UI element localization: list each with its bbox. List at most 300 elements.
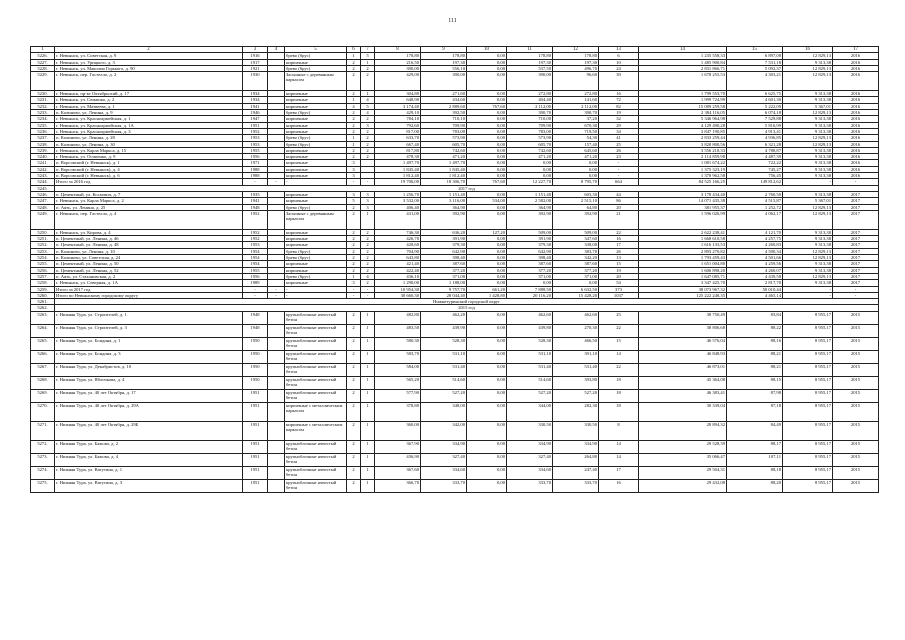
table-cell: 584,00 xyxy=(375,363,421,376)
table-cell: п. Аять, ул. Стахановская, д. 2 xyxy=(55,273,243,279)
table-cell: п. Калиново, ул. Ленина, д. 9 xyxy=(55,110,243,116)
table-cell: 2016 xyxy=(833,53,879,59)
table-cell: 14 071 435,38 xyxy=(639,198,727,204)
table-cell: 86 xyxy=(599,198,639,204)
table-cell: 2 xyxy=(347,466,361,479)
table-cell: 642,90 xyxy=(507,248,553,254)
table-cell: - xyxy=(243,286,268,292)
table-cell: - xyxy=(361,292,375,298)
table-cell: г. Нижняя Тура, ул. Бондина, д. 1 xyxy=(55,337,243,350)
table-cell: 22 xyxy=(599,229,639,235)
table-cell: 0,00 xyxy=(467,141,507,147)
table-cell: - xyxy=(285,286,347,292)
table-cell: 704,90 xyxy=(375,248,421,254)
table-cell: 391,10 xyxy=(553,350,599,363)
table-cell: кирпичные xyxy=(285,59,347,65)
table-cell: г. Нижняя Тура, ул. Яблочкова, д. 4 xyxy=(55,376,243,389)
table-cell: 0,00 xyxy=(553,173,599,179)
table-cell: кирпичные xyxy=(285,229,347,235)
table-cell: 745,27 xyxy=(727,166,783,172)
table-cell: 5 367,01 xyxy=(783,103,833,109)
table-cell: 767,60 xyxy=(467,103,507,109)
table-cell: 5 xyxy=(347,198,361,204)
table-cell: 2016 xyxy=(833,122,879,128)
table-cell: 2017 xyxy=(833,242,879,248)
table-cell: 509,00 xyxy=(507,229,553,235)
table-cell: 0,00 xyxy=(467,135,507,141)
table-cell: кирпичные xyxy=(285,116,347,122)
table-cell: брево (брус) xyxy=(285,135,347,141)
column-number: 5 xyxy=(285,47,347,53)
table-cell: кирпичные xyxy=(285,122,347,128)
table-cell: 141,60 xyxy=(553,97,599,103)
table-cell: 371,00 xyxy=(553,273,599,279)
table-row xyxy=(31,210,879,229)
table-cell: 5243. xyxy=(31,173,55,179)
table-cell: 398,40 xyxy=(507,255,553,261)
table-cell: 8 955,17 xyxy=(783,311,833,324)
table-cell: 0,00 xyxy=(467,147,507,153)
table-cell: 527,20 xyxy=(553,389,599,402)
table-cell: 1934 xyxy=(243,91,268,97)
column-number: 6 xyxy=(347,47,361,53)
table-cell: 0,00 xyxy=(467,261,507,267)
table-cell: 64,80 xyxy=(553,204,599,210)
table-cell: 1 606 898,20 xyxy=(639,267,727,273)
table-cell: 88,21 xyxy=(727,363,783,376)
table-cell: 5265. xyxy=(31,337,55,350)
table-cell: 2016 xyxy=(833,103,879,109)
table-cell: 2 893 270,82 xyxy=(639,248,727,254)
table-cell: 7 888,50 xyxy=(507,286,553,292)
table-cell: 633,70 xyxy=(375,135,421,141)
table-cell: 1956 xyxy=(243,273,268,279)
table-cell: 83,84 xyxy=(727,311,783,324)
table-cell: 32 xyxy=(599,116,639,122)
table-cell: 28 044,40 xyxy=(421,292,467,298)
table-cell: 2 xyxy=(347,147,361,153)
table-cell: 514,60 xyxy=(421,376,467,389)
table-cell: 38 750,49 xyxy=(639,311,727,324)
table-cell: 0,00 xyxy=(467,311,507,324)
table-cell: 19 706,00 xyxy=(375,179,421,185)
table-cell: кирпичные xyxy=(285,147,347,153)
table-row xyxy=(31,72,879,91)
table-cell: 605,70 xyxy=(507,141,553,147)
table-cell: 88,20 xyxy=(727,479,783,492)
table-cell: 428,60 xyxy=(375,242,421,248)
table-cell: 12 829,13 xyxy=(783,210,833,229)
table-cell: 5252. xyxy=(31,242,55,248)
table-cell: 390,70 xyxy=(553,110,599,116)
table-cell: 5253. xyxy=(31,248,55,254)
table-cell: 18 xyxy=(599,389,639,402)
table-cell: 282,30 xyxy=(553,402,599,421)
table-cell: 2 xyxy=(347,363,361,376)
table-cell: 0,00 xyxy=(467,53,507,59)
table-cell: 9 313,38 xyxy=(783,229,833,235)
table-cell: г. Нижняя Тура, ул. 40 лет Октября, д. 29А xyxy=(55,402,243,421)
table-cell: 333,70 xyxy=(553,479,599,492)
table-cell: 2017 xyxy=(833,255,879,261)
table-cell: - xyxy=(347,286,361,292)
table-cell: 0,00 xyxy=(467,166,507,172)
table-cell: 9 313,38 xyxy=(783,59,833,65)
table-cell: 1 845,40 xyxy=(421,166,467,172)
table-cell: 5238. xyxy=(31,141,55,147)
table-cell: 2016 xyxy=(833,116,879,122)
table-cell: 7 531,18 xyxy=(727,59,783,65)
table-cell: г. Нижняя Тура, ул. Строителей, д. 1 xyxy=(55,311,243,324)
table-cell: 14 xyxy=(599,453,639,466)
table-cell: 1950 xyxy=(243,376,268,389)
table-cell: 197,30 xyxy=(553,59,599,65)
table-cell: 5 346 964,98 xyxy=(639,116,727,122)
table-cell: 709,90 xyxy=(421,122,467,128)
table-cell: 5270. xyxy=(31,402,55,421)
table-cell: 20 116,20 xyxy=(507,292,553,298)
table-cell: 746,30 xyxy=(375,229,421,235)
table-cell: 8 955,17 xyxy=(783,389,833,402)
table-cell: 1 xyxy=(361,59,375,65)
table-cell: кирпичные xyxy=(285,154,347,160)
table-cell: 0,00 xyxy=(467,236,507,242)
table-cell: 381 955,37 xyxy=(639,204,727,210)
table-cell: 8 795,70 xyxy=(553,179,599,185)
table-cell: 742,60 xyxy=(507,147,553,153)
table-cell: 5271. xyxy=(31,421,55,440)
table-cell: 383,70 xyxy=(553,248,599,254)
table-cell: 1 370 962,58 xyxy=(639,173,727,179)
column-number: 3 xyxy=(243,47,268,53)
row-number: 5261. xyxy=(31,299,55,305)
table-row xyxy=(31,363,879,376)
table-cell: 2016 xyxy=(833,110,879,116)
table-cell: 603,30 xyxy=(553,191,599,197)
table-cell: 10 xyxy=(599,59,639,65)
table-cell: 333,70 xyxy=(507,479,553,492)
table-cell: 1 485 900,84 xyxy=(639,59,727,65)
table-cell: 334,90 xyxy=(553,440,599,453)
table-cell: Засыпные с деревянным каркасом xyxy=(285,72,347,91)
table-cell: 2 xyxy=(347,350,361,363)
table-cell xyxy=(268,479,285,492)
table-cell: 482,80 xyxy=(375,311,421,324)
table-cell: 439,90 xyxy=(421,324,467,337)
table-cell: 817,80 xyxy=(375,147,421,153)
table-cell: 1955 xyxy=(243,267,268,273)
table-cell: 3 xyxy=(347,166,361,172)
table-cell: 2 xyxy=(347,376,361,389)
table-cell: 371,00 xyxy=(507,273,553,279)
table-cell: 7 529,88 xyxy=(727,116,783,122)
table-cell: крупноблочные ячеистый бетон xyxy=(285,376,347,389)
table-cell: 327,40 xyxy=(507,453,553,466)
table-cell: 12 829,13 xyxy=(783,255,833,261)
table-cell: 2 xyxy=(361,229,375,235)
table-cell: 8 955,17 xyxy=(783,363,833,376)
table-cell xyxy=(268,210,285,229)
table-cell: брево (брус) xyxy=(285,204,347,210)
table-cell: 2017 xyxy=(833,210,879,229)
table-cell: 5269. xyxy=(31,389,55,402)
table-cell: 2015 xyxy=(833,421,879,440)
table-cell: 1 xyxy=(361,311,375,324)
table-cell: 54,30 xyxy=(553,135,599,141)
table-cell xyxy=(268,389,285,402)
table-cell: 4 487,39 xyxy=(727,154,783,160)
table-cell: 2 xyxy=(347,154,361,160)
table-cell: 392,90 xyxy=(507,210,553,229)
table-cell: - xyxy=(783,179,833,185)
table-cell: - xyxy=(243,179,268,185)
table-cell: 26 xyxy=(599,248,639,254)
table-cell: 2 xyxy=(347,255,361,261)
table-cell: г. Невьянск, ул. Красноармейская, д. 3 xyxy=(55,128,243,134)
table-cell: 4 515,87 xyxy=(727,198,783,204)
table-cell: 334,60 xyxy=(421,466,467,479)
table-cell: 3 828 800,56 xyxy=(639,141,727,147)
table-cell: 82 xyxy=(599,103,639,109)
table-cell: 5257. xyxy=(31,273,55,279)
table-cell: 3 847 190,85 xyxy=(639,128,727,134)
table-cell: 393,80 xyxy=(553,376,599,389)
table-cell: 1 xyxy=(361,91,375,97)
table-cell: 3 116,00 xyxy=(421,198,467,204)
column-number: 9 xyxy=(421,47,467,53)
table-cell: 3 556 218,33 xyxy=(639,147,727,153)
table-cell: 364,90 xyxy=(507,204,553,210)
table-cell: 643,80 xyxy=(375,255,421,261)
table-cell: 9 313,38 xyxy=(783,173,833,179)
table-cell: 556,10 xyxy=(421,65,467,71)
table-cell: 54 xyxy=(599,280,639,286)
table-cell: 387,60 xyxy=(553,261,599,267)
table-cell: 88,22 xyxy=(727,324,783,337)
table-cell: 1 252,72 xyxy=(727,204,783,210)
table-cell: 767,60 xyxy=(467,179,507,185)
table-cell: 5274. xyxy=(31,466,55,479)
table-cell: 1951 xyxy=(243,402,268,421)
table-cell: 577,90 xyxy=(375,389,421,402)
table-cell: брево (брус) xyxy=(285,65,347,71)
table-cell: 1 647 085,71 xyxy=(639,273,727,279)
table-cell: - xyxy=(833,292,879,298)
table-cell: 1 256,70 xyxy=(375,191,421,197)
table-cell: 25 xyxy=(599,311,639,324)
table-cell: г. Невьянск, ул. Красноармейская, д. 1 xyxy=(55,116,243,122)
table-cell: 2016 xyxy=(833,147,879,153)
table-cell: 12 829,13 xyxy=(783,273,833,279)
table-cell: 471,20 xyxy=(553,154,599,160)
table-cell: 2015 xyxy=(833,479,879,492)
table-cell: 20 xyxy=(599,273,639,279)
table-cell: 2 xyxy=(361,280,375,286)
table-cell: 2016 xyxy=(833,154,879,160)
table-cell: 421,40 xyxy=(375,261,421,267)
table-cell: 15 xyxy=(599,261,639,267)
table-cell: 19 xyxy=(599,110,639,116)
table-cell: 9 313,38 xyxy=(783,116,833,122)
table-cell: 4 121,70 xyxy=(727,229,783,235)
column-number: 7 xyxy=(361,47,375,53)
table-cell: крупноблочные ячеистый бетон xyxy=(285,440,347,453)
table-cell: - xyxy=(361,179,375,185)
table-cell: 1 xyxy=(361,421,375,440)
table-cell: 1948 xyxy=(243,204,268,210)
table-cell: 1 812,40 xyxy=(375,173,421,179)
table-cell: 2017 xyxy=(833,229,879,235)
table-cell: 0,00 xyxy=(467,453,507,466)
table-cell: 5226. xyxy=(31,53,55,59)
column-number: 13 xyxy=(599,47,639,53)
table-cell: 5227. xyxy=(31,59,55,65)
table-cell: 783,00 xyxy=(507,128,553,134)
table-cell: 2 xyxy=(347,236,361,242)
table-cell: крупноблочные ячеистый бетон xyxy=(285,466,347,479)
table-cell: 2 xyxy=(361,255,375,261)
table-cell: 2 622 238,41 xyxy=(639,229,727,235)
table-cell: 1 668 610,58 xyxy=(639,236,727,242)
table-cell: г. Невьянск, ул. Осипенко, д. 9 xyxy=(55,154,243,160)
column-number: 16 xyxy=(783,47,833,53)
table-cell: 1950 xyxy=(243,337,268,350)
table-cell: 96,60 xyxy=(553,72,599,91)
table-cell: 390,00 xyxy=(375,65,421,71)
table-cell: 710,00 xyxy=(507,116,553,122)
table-cell: 5 092,37 xyxy=(727,65,783,71)
table-cell: 377,20 xyxy=(553,267,599,273)
table-cell: 0,00 xyxy=(467,122,507,128)
table-cell: 531,10 xyxy=(507,350,553,363)
table-cell: 2 xyxy=(347,421,361,440)
table-cell: 2015 xyxy=(833,324,879,337)
table-cell: 20 xyxy=(599,204,639,210)
table-cell: 88,17 xyxy=(727,440,783,453)
table-cell: 22 xyxy=(599,363,639,376)
table-cell: 0,00 xyxy=(467,255,507,261)
table-cell: 1948 xyxy=(243,324,268,337)
column-number: 15 xyxy=(727,47,783,53)
table-cell: - xyxy=(243,292,268,298)
table-cell: 0,00 xyxy=(467,128,507,134)
table-cell: 3 178 434,40 xyxy=(639,191,727,197)
table-cell: 5273. xyxy=(31,453,55,466)
table-cell: 9 757,70 xyxy=(421,286,467,292)
table-cell: 16 xyxy=(599,91,639,97)
table-cell: 2 112,00 xyxy=(507,103,553,109)
table-cell: 12 227,70 xyxy=(507,179,553,185)
table-cell: 377,20 xyxy=(421,267,467,273)
table-cell: 5 816,99 xyxy=(727,122,783,128)
table-cell: 3 xyxy=(347,173,361,179)
table-cell: 4 xyxy=(361,97,375,103)
table-cell: 366,70 xyxy=(375,479,421,492)
table-cell: 2 xyxy=(347,116,361,122)
table-cell: г. Невьянск, ул. Матвеева, д. 1 xyxy=(55,103,243,109)
table-cell: 2017 xyxy=(833,280,879,286)
table-cell: 2 xyxy=(347,210,361,229)
table-cell: 2017 xyxy=(833,191,879,197)
table-cell: 1952 xyxy=(243,128,268,134)
table-cell: 1951 xyxy=(243,466,268,479)
table-cell: 2 xyxy=(347,311,361,324)
table-cell: 334,90 xyxy=(507,440,553,453)
table-cell: 0,00 xyxy=(507,160,553,166)
table-cell: 1951 xyxy=(243,122,268,128)
table-cell: 6 321,28 xyxy=(727,141,783,147)
table-cell: 5244. xyxy=(31,179,55,185)
table-cell: 15 089 259,58 xyxy=(639,103,727,109)
table-cell: 1954 xyxy=(243,248,268,254)
table-cell: 5263. xyxy=(31,311,55,324)
table-cell: 434,60 xyxy=(421,97,467,103)
table-cell: 392,90 xyxy=(553,210,599,229)
table-cell: 2015 xyxy=(833,402,879,421)
table-cell: г. Невьянск, ул. Советская, д. 9 xyxy=(55,53,243,59)
table-cell: 2 760,50 xyxy=(727,191,783,197)
table-cell: г. Нижняя Тура, ул. 40 лет Октября, д. 17 xyxy=(55,389,243,402)
table-cell: Засыпные с деревянным каркасом xyxy=(285,210,347,229)
table-cell: 528,30 xyxy=(421,337,467,350)
table-cell: 742,60 xyxy=(421,147,467,153)
table-cell: г. Нижняя Тура, ул. 40 лет Октября, д. 29Б xyxy=(55,421,243,440)
table-cell: 5229. xyxy=(31,72,55,91)
table-cell: 1 xyxy=(361,376,375,389)
table-cell: 2016 xyxy=(833,72,879,91)
table-cell: брево (брус) xyxy=(285,273,347,279)
table-cell: г. Невьянск, ул. Карла Маркса, д. 2 xyxy=(55,198,243,204)
table-cell: 2 xyxy=(361,242,375,248)
table-cell: 2 xyxy=(347,128,361,134)
table-cell: 3 xyxy=(347,280,361,286)
table-cell: 2 xyxy=(347,261,361,267)
table-cell: 756,45 xyxy=(727,173,783,179)
table-cell: 1 xyxy=(361,389,375,402)
table-cell: 9 313,38 xyxy=(783,261,833,267)
table-cell: 573,90 xyxy=(421,135,467,141)
table-cell: 197,30 xyxy=(421,59,467,65)
table-cell: 2015 xyxy=(833,376,879,389)
table-cell: г. Невьянск, ул. Кирова, д. 4 xyxy=(55,229,243,235)
table-cell: 2015 xyxy=(833,311,879,324)
table-cell: 347,60 xyxy=(553,236,599,242)
table-cell: - xyxy=(285,179,347,185)
table-row xyxy=(31,402,879,421)
table-cell: 636,20 xyxy=(421,229,467,235)
table-cell: 426,70 xyxy=(375,236,421,242)
table-cell: 1 793 459,43 xyxy=(639,255,727,261)
column-number: 10 xyxy=(467,47,507,53)
table-cell: 1 812,40 xyxy=(421,173,467,179)
table-cell: кирпичные xyxy=(285,166,347,172)
table-cell: 3 xyxy=(361,204,375,210)
table-cell: г. Невьянск, ул. Красноармейская, д. 1А xyxy=(55,122,243,128)
table-cell: 18 xyxy=(599,376,639,389)
table-cell: 367,60 xyxy=(375,466,421,479)
table-cell: - xyxy=(599,166,639,172)
table-cell: 2 xyxy=(347,248,361,254)
table-cell: 125 222 248,35 xyxy=(639,292,727,298)
table-cell: 642,90 xyxy=(421,248,467,254)
table-cell: 0,00 xyxy=(467,248,507,254)
table-cell: 565,20 xyxy=(375,376,421,389)
housing-table xyxy=(30,46,879,493)
table-cell: 1917 xyxy=(243,59,268,65)
table-cell: 9 313,38 xyxy=(783,166,833,172)
table-cell: 5272. xyxy=(31,440,55,453)
table-cell: - xyxy=(599,160,639,166)
